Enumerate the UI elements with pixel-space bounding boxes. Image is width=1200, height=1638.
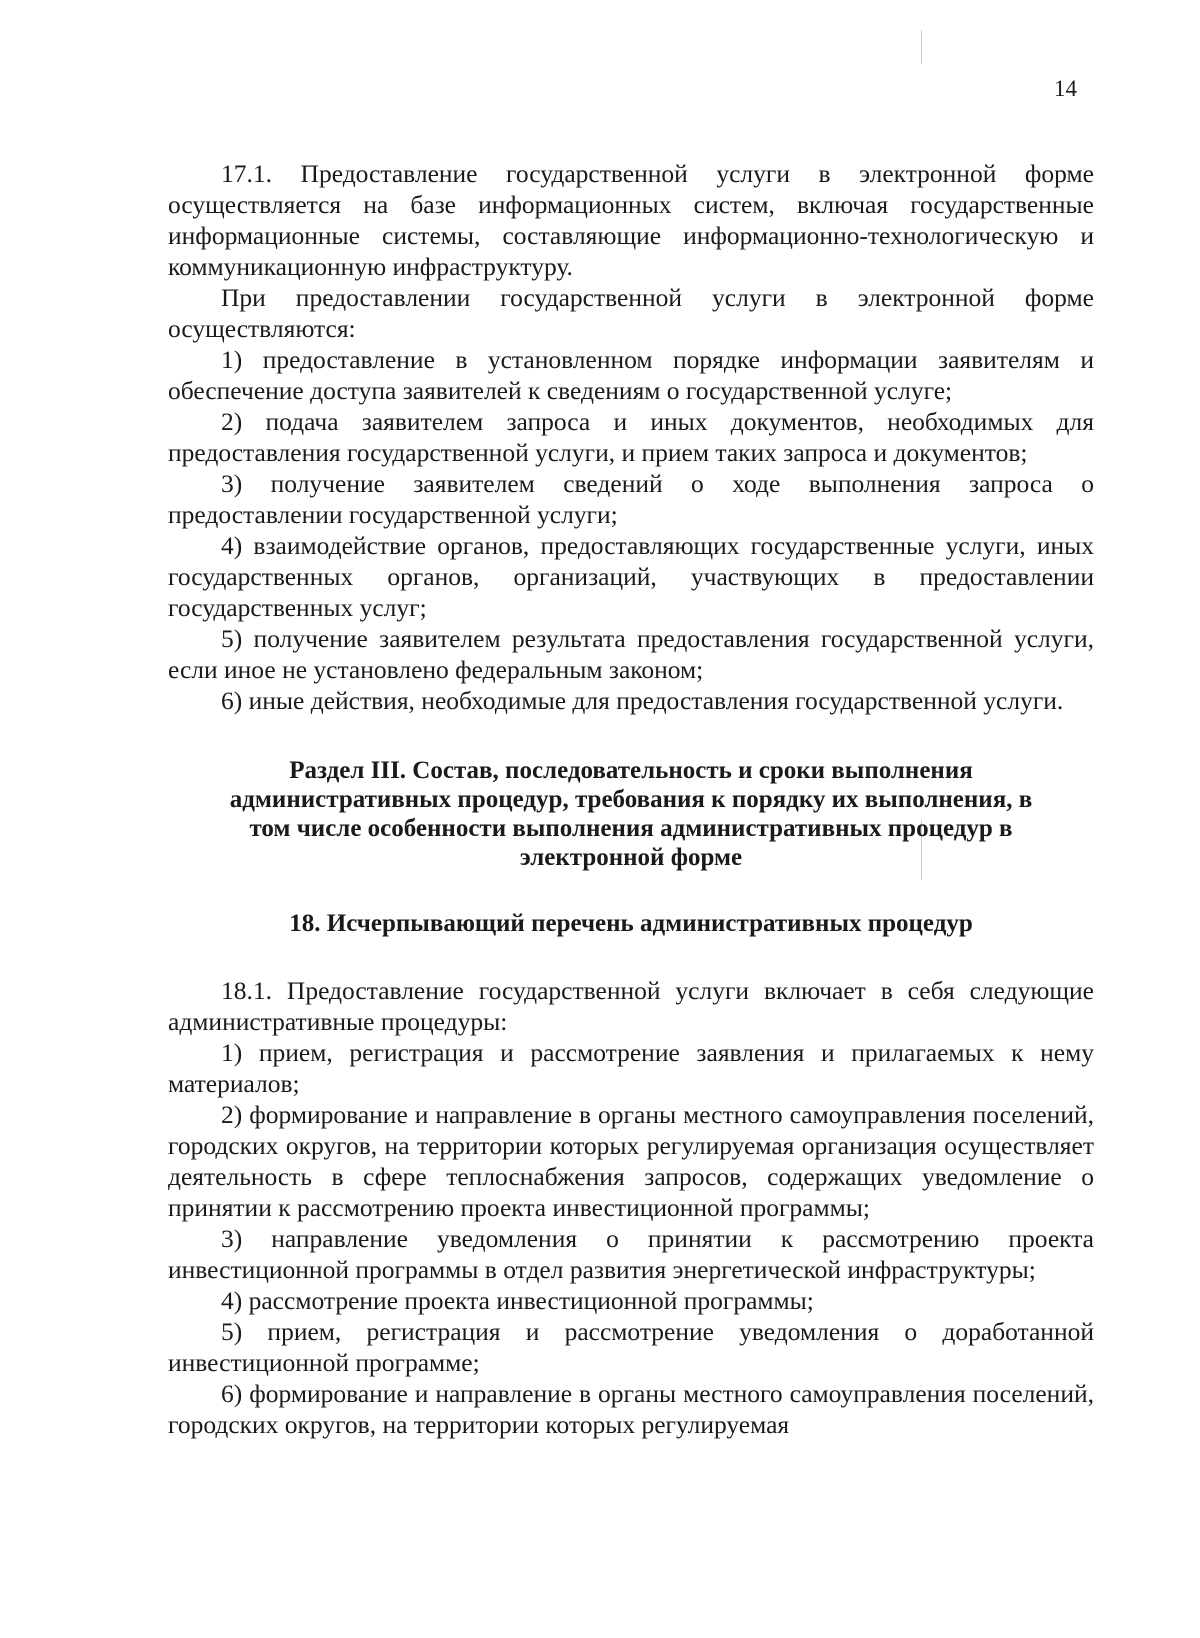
document-body (168, 158, 1094, 1440)
list-item: 4) рассмотрение проекта инвестиционной программы; (221, 1286, 814, 1315)
paragraph: При предоставлении государственной услуги в электронной форме осуществляются: (168, 283, 1094, 343)
paragraph: 18.1. Предоставление государственной услуги включает в себя следующие административные процедуры: (168, 976, 1094, 1036)
list-item: 1) предоставление в установленном порядке информации заявителям и обеспечение доступа заявителей к сведениям о государственной услуге; (168, 345, 1094, 405)
list-item: 2) подача заявителем запроса и иных документов, необходимых для предоставления государственной услуги, и прием таких запроса и документов; (168, 407, 1094, 467)
list-item: 4) взаимодействие органов, предоставляющих государственные услуги, иных государственных органов, организаций, участвующих в предоставлении государственных услуг; (168, 531, 1094, 622)
scan-artifact (921, 30, 922, 64)
list-item: 5) получение заявителем результата предоставления государственной услуги, если иное не установлено федеральным законом; (168, 624, 1094, 684)
list-item: 3) направление уведомления о принятии к рассмотрению проекта инвестиционной программы в отдел развития энергетической инфраструктуры; (168, 1224, 1094, 1284)
list-item: 3) получение заявителем сведений о ходе выполнения запроса о предоставлении государственной услуги; (168, 469, 1094, 529)
paragraph: 17.1. Предоставление государственной услуги в электронной форме осуществляется на базе информационных систем, включая государственные информационные системы, составляющие информационно-технологическую и коммуникационную инфраструктуру. (168, 159, 1094, 281)
list-item: 5) прием, регистрация и рассмотрение уведомления о доработанной инвестиционной программе; (168, 1317, 1094, 1377)
list-item: 2) формирование и направление в органы местного самоуправления поселений, городских округов, на территории которых регулируемая организация осуществляет деятельность в сфере теплоснабжения запросов, содержащих уведомление о принятии к рассмотрению проекта инвестиционной программы; (168, 1100, 1094, 1222)
page-number: 14 (1054, 76, 1077, 101)
list-item: 6) формирование и направление в органы местного самоуправления поселений, городских округов, на территории которых регулируемая (168, 1379, 1094, 1439)
list-item: 1) прием, регистрация и рассмотрение заявления и прилагаемых к нему материалов; (168, 1038, 1094, 1098)
list-item: 6) иные действия, необходимые для предоставления государственной услуги. (221, 686, 1064, 715)
section-heading: Раздел III. Состав, последовательность и сроки выполнения административных процедур, требования к порядку их выполнения, в том числе особенности выполнения административных процедур в электронной форме (229, 757, 1033, 871)
subsection-heading: 18. Исчерпывающий перечень административных процедур (289, 910, 973, 937)
